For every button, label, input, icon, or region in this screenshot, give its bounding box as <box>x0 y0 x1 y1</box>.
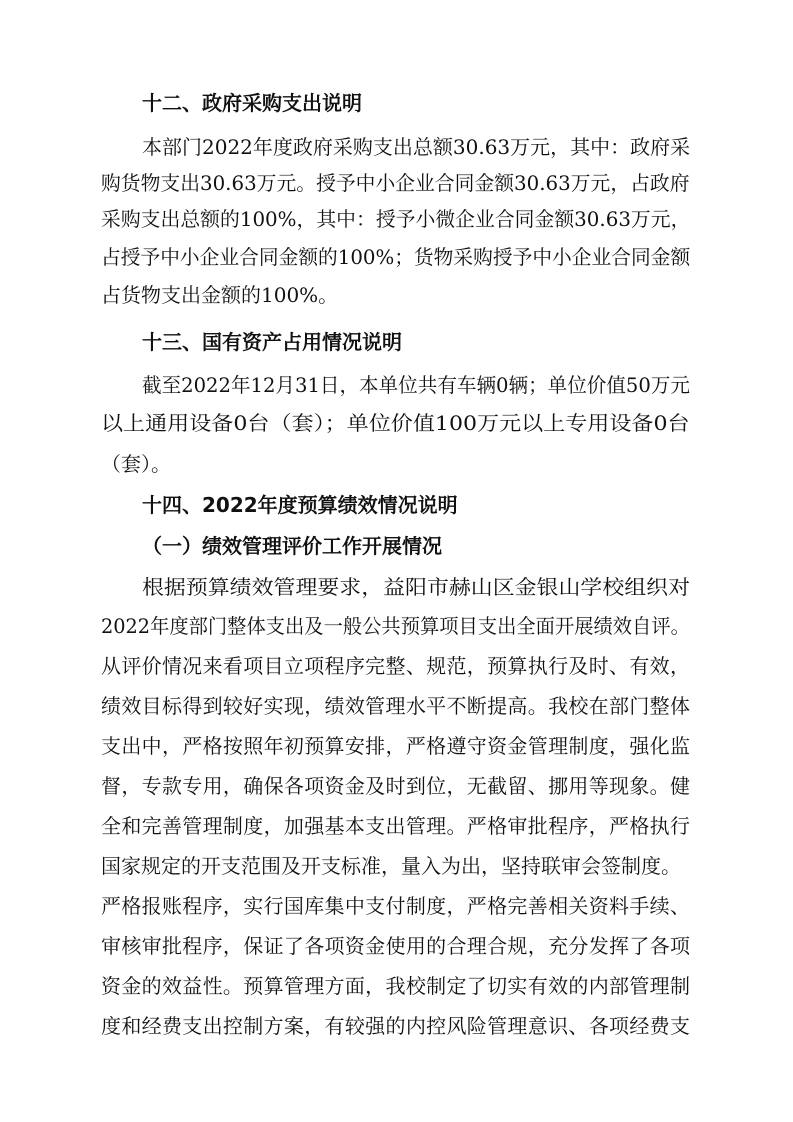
paragraph-line: 国家规定的开支范围及开支标准，量入为出，坚持联审会签制度。 <box>101 854 681 878</box>
paragraph-line: 度和经费支出控制方案，有较强的内控风险管理意识、各项经费支 <box>101 1014 691 1038</box>
paragraph-line: 支出中，严格按照年初预算安排，严格遵守资金管理制度，强化监 <box>101 734 691 758</box>
section-14-heading: 十四、2022年度预算绩效情况说明 <box>142 493 458 517</box>
section-14-subheading: （一）绩效管理评价工作开展情况 <box>142 534 442 558</box>
paragraph-line: 采购支出总额的100%，其中：授予小微企业合同金额30.63万元， <box>101 207 691 231</box>
paragraph-line: 占货物支出金额的100%。 <box>101 283 339 307</box>
paragraph-line: 本部门2022年度政府采购支出总额30.63万元，其中：政府采 <box>142 135 691 159</box>
paragraph-line: 从评价情况来看项目立项程序完整、规范，预算执行及时、有效， <box>101 654 691 678</box>
paragraph-line: 绩效目标得到较好实现，绩效管理水平不断提高。我校在部门整体 <box>101 694 691 718</box>
paragraph-line: 资金的效益性。预算管理方面，我校制定了切实有效的内部管理制 <box>101 974 691 998</box>
paragraph-line: 督，专款专用，确保各项资金及时到位，无截留、挪用等现象。健 <box>101 774 691 798</box>
paragraph-line: 占授予中小企业合同金额的100%；货物采购授予中小企业合同金额 <box>101 245 691 269</box>
paragraph-line: 以上通用设备0台（套）；单位价值100万元以上专用设备0台 <box>101 411 690 435</box>
paragraph-line: 截至2022年12月31日，本单位共有车辆0辆；单位价值50万元 <box>142 373 690 397</box>
paragraph-line: 审核审批程序，保证了各项资金使用的合理合规，充分发挥了各项 <box>101 934 691 958</box>
section-12-heading: 十二、政府采购支出说明 <box>142 91 362 115</box>
section-13-heading: 十三、国有资产占用情况说明 <box>142 330 402 354</box>
paragraph-line: 2022年度部门整体支出及一般公共预算项目支出全面开展绩效自评。 <box>101 614 690 638</box>
paragraph-line: 全和完善管理制度，加强基本支出管理。严格审批程序，严格执行 <box>101 814 691 838</box>
paragraph-line: 严格报账程序，实行国库集中支付制度，严格完善相关资料手续、 <box>101 894 691 918</box>
paragraph-line: 购货物支出30.63万元。授予中小企业合同金额30.63万元，占政府 <box>101 171 690 195</box>
paragraph-line: 根据预算绩效管理要求，益阳市赫山区金银山学校组织对 <box>142 575 690 599</box>
paragraph-line: （套）。 <box>101 452 171 476</box>
